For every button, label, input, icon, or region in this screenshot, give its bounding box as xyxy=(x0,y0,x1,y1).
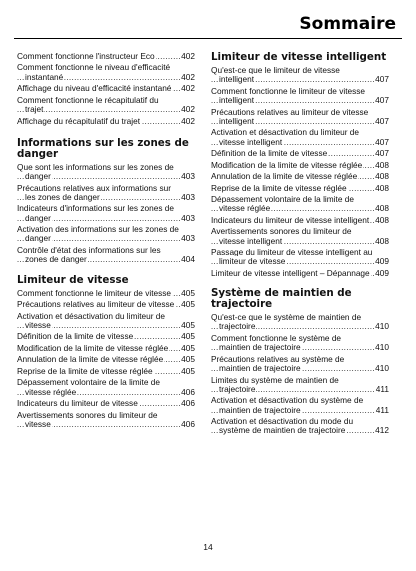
toc-entry-page: 410 xyxy=(375,363,389,374)
toc-entry[interactable] xyxy=(17,184,195,203)
toc-entry-page: 402 xyxy=(181,83,195,94)
toc-entry[interactable] xyxy=(211,195,389,214)
toc-entry-page: 410 xyxy=(375,342,389,353)
toc-entry[interactable] xyxy=(17,344,195,353)
toc-entry-title: Indicateurs du limiteur de vitesse intelligent xyxy=(211,215,370,225)
toc-entry-title: Avertissements sonores du limiteur de vitesse xyxy=(17,410,158,429)
toc-entry-page: 410 xyxy=(375,321,389,332)
toc-entry-title: Reprise de la limite de vitesse réglée xyxy=(17,366,153,376)
toc-entry-title: Que sont les informations sur les zones de danger xyxy=(17,162,174,182)
toc-entry[interactable] xyxy=(17,63,195,82)
header-divider xyxy=(14,38,402,39)
toc-entry-title: Passage du limiteur de vitesse intelligent au limiteur de vitesse xyxy=(211,248,373,267)
toc-entry-title: Activation et désactivation du système de maintien de trajectoire xyxy=(211,396,364,415)
toc-entry[interactable] xyxy=(17,52,195,61)
toc-entry[interactable] xyxy=(17,117,195,126)
toc-entry-page: 403 xyxy=(181,191,195,202)
page-title: Sommaire xyxy=(299,14,396,34)
toc-entry-title: Avertissements sonores du limiteur de vitesse intelligent xyxy=(211,227,352,246)
toc-entry-title: Activation des informations sur les zones de danger xyxy=(17,225,179,244)
toc-entry-title: Précautions relatives au système de maintien de trajectoire xyxy=(211,354,345,374)
toc-entry-title: Qu'est-ce que le limiteur de vitesse intelligent xyxy=(211,66,340,85)
page-header xyxy=(0,0,416,40)
toc-entry-page: 407 xyxy=(375,148,389,159)
toc-entry[interactable] xyxy=(211,149,389,158)
toc-entry-page: 408 xyxy=(375,214,389,225)
toc-entry[interactable] xyxy=(211,184,389,193)
toc-entry[interactable] xyxy=(211,172,389,181)
toc-entry-title: Précautions relatives au limiteur de vitesse intelligent xyxy=(211,107,369,126)
toc-entry-page: 405 xyxy=(181,287,195,298)
toc-entry[interactable] xyxy=(211,269,389,278)
toc-section xyxy=(17,138,195,265)
toc-entry[interactable] xyxy=(211,355,389,374)
toc-entry-page: 404 xyxy=(181,254,195,265)
toc-entry[interactable] xyxy=(211,248,389,267)
toc-entry-title: Annulation de la limite de vitesse réglée xyxy=(17,355,164,365)
toc-entry-title: Modification de la limite de vitesse réglée xyxy=(211,160,363,170)
toc-left-column xyxy=(17,52,195,431)
toc-entry-page: 409 xyxy=(375,256,389,267)
toc-entry[interactable] xyxy=(17,163,195,182)
toc-entry-title: Indicateurs d'informations sur les zones de danger xyxy=(17,204,175,223)
toc-entry-page: 407 xyxy=(375,136,389,147)
toc-entry-title: Activation et désactivation du mode du système de maintien de trajectoire xyxy=(211,417,354,436)
toc-entry-title: Comment fonctionne l'instructeur Eco xyxy=(17,52,155,61)
toc-entry[interactable] xyxy=(211,417,389,436)
toc-entry-page: 405 xyxy=(181,342,195,353)
toc-entry-title: Comment fonctionne le récapitulatif du trajet xyxy=(17,95,159,115)
toc-entry-title: Indicateurs du limiteur de vitesse xyxy=(17,399,138,409)
toc-entry[interactable] xyxy=(17,399,195,408)
toc-entry[interactable] xyxy=(17,312,195,331)
toc-section xyxy=(211,52,389,278)
toc-entry-title: Reprise de la limite de vitesse réglée xyxy=(211,183,347,193)
toc-entry-title: Définition de la limite de vitesse xyxy=(17,332,134,342)
toc-entry-page: 403 xyxy=(181,171,195,182)
toc-entry[interactable] xyxy=(211,161,389,170)
toc-entry[interactable] xyxy=(17,332,195,341)
toc-entry[interactable] xyxy=(211,227,389,246)
toc-entry[interactable] xyxy=(17,96,195,115)
toc-entry[interactable] xyxy=(211,313,389,332)
toc-entry-page: 408 xyxy=(375,159,389,170)
toc-entry[interactable] xyxy=(211,216,389,225)
toc-entry-page: 402 xyxy=(181,115,195,126)
toc-entry[interactable] xyxy=(17,246,195,265)
toc-entry-title: Dépassement volontaire de la limite de vitesse réglée xyxy=(211,195,354,214)
toc-entry-page: 411 xyxy=(375,383,389,394)
toc-entry[interactable] xyxy=(211,334,389,353)
toc-entry-title: Activation et désactivation du limiteur de vitesse xyxy=(17,311,166,330)
toc-entry-title: Annulation de la limite de vitesse réglée xyxy=(211,172,358,182)
toc-entry[interactable] xyxy=(17,355,195,364)
toc-entry-title: Définition de la limite de vitesse xyxy=(211,149,328,159)
toc-entry-title: Précautions relatives aux informations sur les zones de danger xyxy=(17,183,172,202)
toc-entry-page: 412 xyxy=(375,425,389,436)
toc-entry-title: Précautions relatives au limiteur de vitesse xyxy=(17,300,175,310)
toc-entry-page: 411 xyxy=(375,404,389,415)
toc-section-heading: Limiteur de vitesse xyxy=(17,273,129,286)
toc-entry-page: 403 xyxy=(181,233,195,244)
toc-entry-page: 405 xyxy=(181,354,195,365)
toc-entry-title: Affichage du récapitulatif du trajet xyxy=(17,116,140,126)
toc-entry-page: 405 xyxy=(181,299,195,310)
toc-section-heading: Système de maintien de trajectoire xyxy=(211,287,352,311)
toc-entry[interactable] xyxy=(17,378,195,397)
toc-entry-page: 406 xyxy=(181,418,195,429)
toc-entry[interactable] xyxy=(17,204,195,223)
toc-entry-page: 402 xyxy=(181,104,195,115)
toc-entry[interactable] xyxy=(211,87,389,106)
toc-entry-page: 407 xyxy=(375,95,389,106)
toc-entry-page: 406 xyxy=(181,386,195,397)
toc-entry[interactable] xyxy=(211,66,389,85)
toc-entry-title: Comment fonctionne le limiteur de vitesse xyxy=(17,288,172,298)
toc-entry-title: Comment fonctionne le niveau d'efficacité instantané xyxy=(17,63,171,82)
toc-entry-page: 402 xyxy=(181,71,195,82)
toc-entry-title: Contrôle d'état des informations sur les zones de danger xyxy=(17,245,161,265)
toc-entry-page: 405 xyxy=(181,331,195,342)
toc-entry-title: Comment fonctionne le système de maintien de trajectoire xyxy=(211,333,342,353)
toc-entry-page: 403 xyxy=(181,212,195,223)
page-number: 14 xyxy=(203,542,213,552)
toc-section xyxy=(17,275,195,430)
toc-entry-page: 409 xyxy=(375,267,389,278)
toc-entry-page: 408 xyxy=(375,182,389,193)
toc-entry-title: Limiteur de vitesse intelligent – Dépannage xyxy=(211,268,370,278)
toc-entry-title: Limites du système de maintien de trajectoire xyxy=(211,375,339,394)
toc-entry-title: Affichage du niveau d'efficacité instantané xyxy=(17,84,172,94)
toc-entry-page: 402 xyxy=(181,51,195,61)
toc-entry[interactable] xyxy=(211,108,389,127)
toc-entry-title: Qu'est-ce que le système de maintien de trajectoire xyxy=(211,313,362,332)
toc-entry[interactable] xyxy=(17,411,195,430)
toc-entry-page: 408 xyxy=(375,203,389,214)
toc-entry[interactable] xyxy=(17,367,195,376)
toc-section-heading: Informations sur les zones de danger xyxy=(17,136,189,160)
toc-right-column xyxy=(211,52,389,438)
toc-entry-page: 408 xyxy=(375,171,389,182)
toc-entry-page: 405 xyxy=(181,319,195,330)
toc-entry[interactable] xyxy=(211,396,389,415)
toc-entry[interactable] xyxy=(17,300,195,309)
toc-entry-title: Comment fonctionne le limiteur de vitesse intelligent xyxy=(211,86,366,106)
toc-entry-page: 405 xyxy=(181,365,195,376)
toc-entry-page: 408 xyxy=(375,235,389,246)
toc-section xyxy=(17,52,195,126)
toc-entry-page: 407 xyxy=(375,74,389,85)
toc-entry[interactable] xyxy=(17,84,195,93)
toc-entry-title: Modification de la limite de vitesse réglée xyxy=(17,343,169,353)
toc-entry[interactable] xyxy=(211,128,389,147)
toc-entry[interactable] xyxy=(17,289,195,298)
toc-entry[interactable] xyxy=(17,225,195,244)
toc-entry-page: 406 xyxy=(181,398,195,409)
toc-section xyxy=(211,288,389,436)
toc-entry-page: 407 xyxy=(375,115,389,126)
toc-entry[interactable] xyxy=(211,376,389,395)
toc-entry-title: Dépassement volontaire de la limite de vitesse réglée xyxy=(17,378,160,397)
toc-entry-title: Activation et désactivation du limiteur de vitesse intelligent xyxy=(211,128,360,147)
toc-section-heading: Limiteur de vitesse intelligent xyxy=(211,51,387,63)
